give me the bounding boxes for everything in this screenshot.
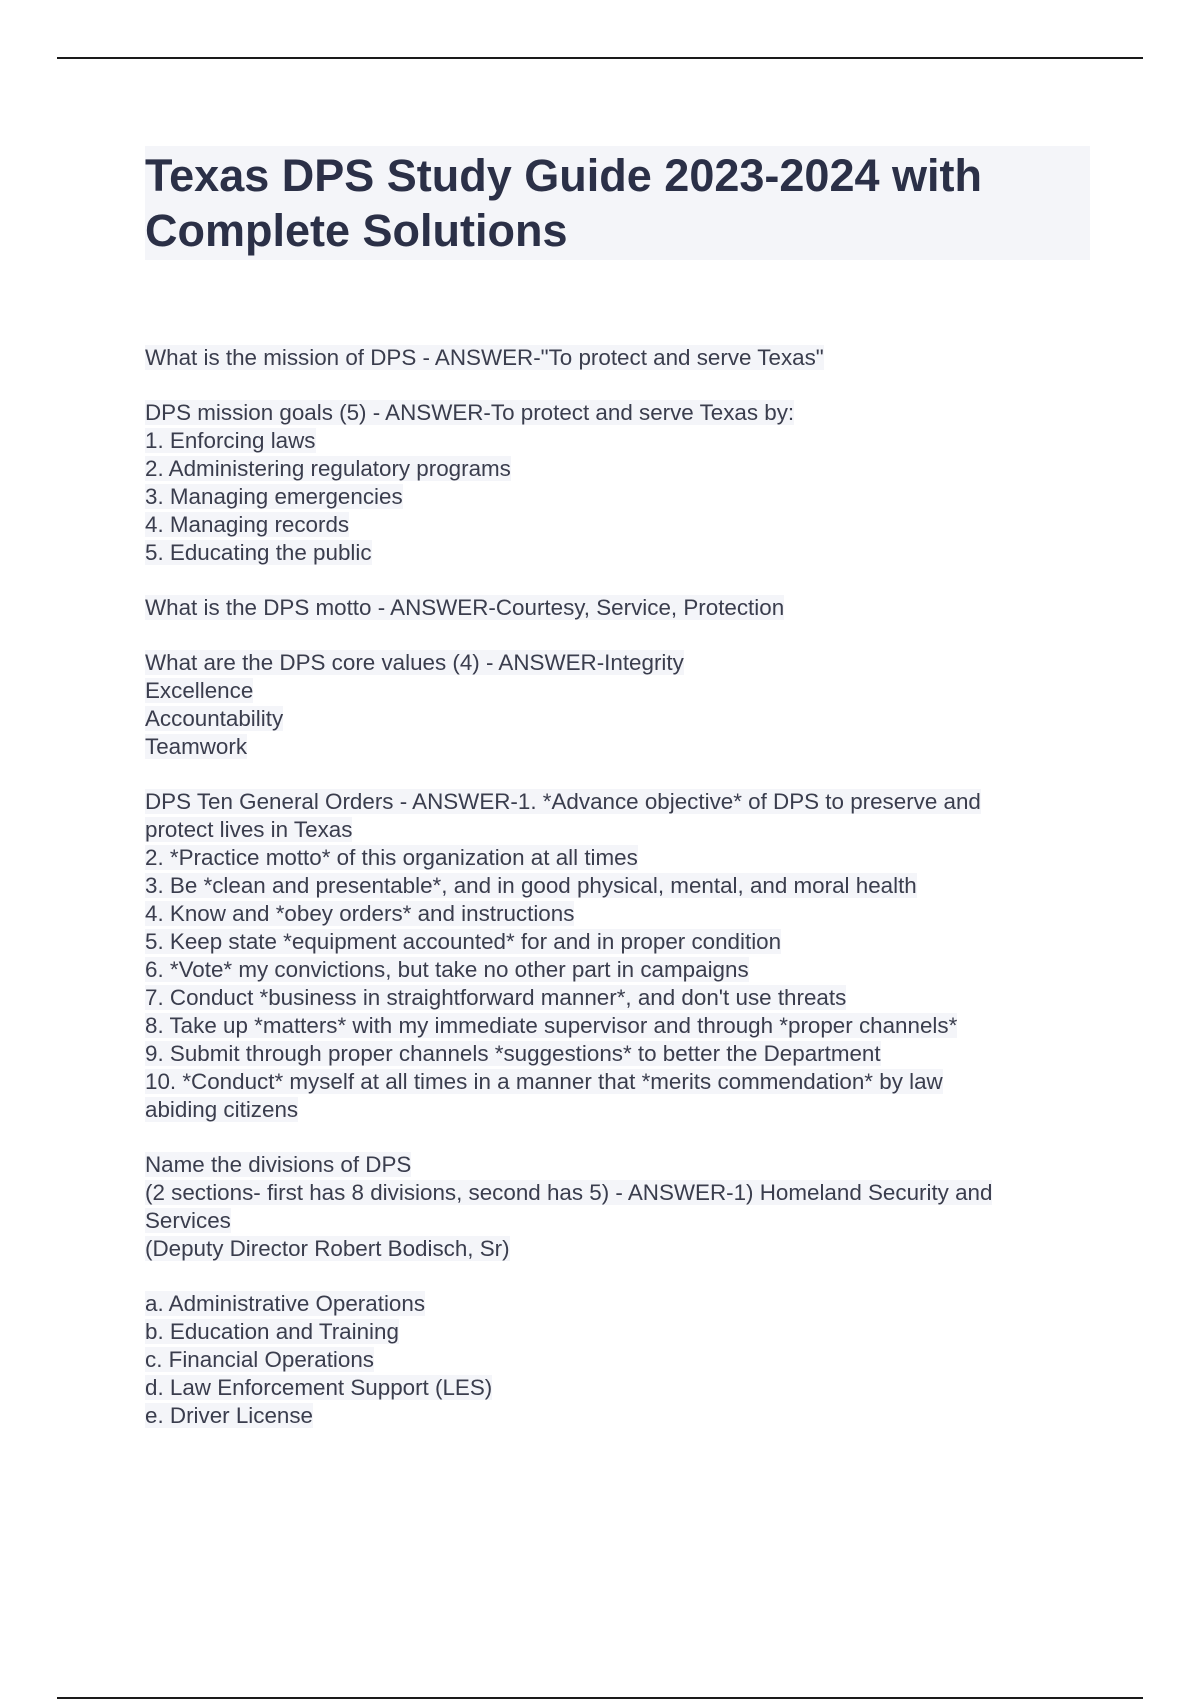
qa-line-text: What is the DPS motto - ANSWER-Courtesy, Service, Protection <box>145 595 785 620</box>
qa-line <box>145 900 1090 928</box>
qa-line <box>145 1179 1090 1207</box>
qa-line <box>145 1151 1090 1179</box>
qa-line <box>145 399 1090 427</box>
qa-line-text: e. Driver License <box>145 1403 313 1428</box>
top-divider <box>57 57 1143 59</box>
document-body <box>145 146 1090 1457</box>
qa-line <box>145 1346 1090 1374</box>
qa-line-text: protect lives in Texas <box>145 817 353 842</box>
qa-line <box>145 539 1090 567</box>
qa-line-text: 5. Keep state *equipment accounted* for and in proper condition <box>145 929 782 954</box>
qa-line-text: (Deputy Director Robert Bodisch, Sr) <box>145 1236 510 1261</box>
qa-line-text: Services <box>145 1208 231 1233</box>
qa-line-text: 4. Know and *obey orders* and instructions <box>145 901 575 926</box>
qa-line-text: Teamwork <box>145 734 248 759</box>
qa-line <box>145 649 1090 677</box>
qa-line <box>145 872 1090 900</box>
qa-line-text: DPS mission goals (5) - ANSWER-To protect and serve Texas by: <box>145 400 795 425</box>
qa-line-text: 4. Managing records <box>145 512 350 537</box>
qa-block <box>145 1290 1090 1430</box>
qa-line-text: What are the DPS core values (4) - ANSWER-Integrity <box>145 650 684 675</box>
qa-line <box>145 511 1090 539</box>
qa-block <box>145 399 1090 567</box>
qa-block <box>145 344 1090 372</box>
qa-line-text: 10. *Conduct* myself at all times in a manner that *merits commendation* by law <box>145 1069 943 1094</box>
qa-line-text: Name the divisions of DPS <box>145 1152 412 1177</box>
qa-line-text: 8. Take up *matters* with my immediate supervisor and through *proper channels* <box>145 1013 958 1038</box>
qa-line <box>145 1068 1090 1096</box>
qa-line <box>145 1374 1090 1402</box>
qa-line-text: 5. Educating the public <box>145 540 372 565</box>
qa-line <box>145 956 1090 984</box>
qa-line-text: b. Education and Training <box>145 1319 399 1344</box>
qa-line <box>145 1318 1090 1346</box>
qa-line-text: 1. Enforcing laws <box>145 428 316 453</box>
qa-line <box>145 788 1090 816</box>
qa-line-text: 9. Submit through proper channels *suggestions* to better the Department <box>145 1041 881 1066</box>
qa-line-text: 2. *Practice motto* of this organization at all times <box>145 845 638 870</box>
qa-block <box>145 1151 1090 1263</box>
qa-line-text: 3. Managing emergencies <box>145 484 403 509</box>
qa-block <box>145 594 1090 622</box>
document-title: Texas DPS Study Guide 2023-2024 with Complete Solutions <box>145 146 1090 260</box>
qa-line <box>145 844 1090 872</box>
qa-block <box>145 788 1090 1124</box>
qa-line-text: Accountability <box>145 706 284 731</box>
qa-line-text: Excellence <box>145 678 254 703</box>
qa-line-text: (2 sections- first has 8 divisions, second has 5) - ANSWER-1) Homeland Security and <box>145 1180 993 1205</box>
qa-line-text: d. Law Enforcement Support (LES) <box>145 1375 493 1400</box>
qa-line <box>145 483 1090 511</box>
qa-line <box>145 594 1090 622</box>
qa-line <box>145 1012 1090 1040</box>
qa-line-text: 7. Conduct *business in straightforward manner*, and don't use threats <box>145 985 847 1010</box>
qa-line <box>145 344 1090 372</box>
qa-line-text: a. Administrative Operations <box>145 1291 426 1316</box>
qa-line <box>145 733 1090 761</box>
qa-line <box>145 1207 1090 1235</box>
qa-line <box>145 705 1090 733</box>
qa-line-text: 3. Be *clean and presentable*, and in good physical, mental, and moral health <box>145 873 917 898</box>
qa-line <box>145 427 1090 455</box>
qa-line-text: c. Financial Operations <box>145 1347 374 1372</box>
qa-line-text: 2. Administering regulatory programs <box>145 456 511 481</box>
qa-line <box>145 1402 1090 1430</box>
qa-line <box>145 928 1090 956</box>
bottom-divider <box>57 1697 1143 1699</box>
qa-line <box>145 1040 1090 1068</box>
qa-line-text: 6. *Vote* my convictions, but take no other part in campaigns <box>145 957 749 982</box>
qa-line <box>145 984 1090 1012</box>
qa-line <box>145 816 1090 844</box>
qa-line-text: What is the mission of DPS - ANSWER-"To protect and serve Texas" <box>145 345 824 370</box>
qa-line <box>145 1096 1090 1124</box>
qa-block <box>145 649 1090 761</box>
qa-line-text: DPS Ten General Orders - ANSWER-1. *Advance objective* of DPS to preserve and <box>145 789 981 814</box>
qa-line <box>145 455 1090 483</box>
qa-line <box>145 1235 1090 1263</box>
qa-line <box>145 1290 1090 1318</box>
qa-line <box>145 677 1090 705</box>
qa-list <box>145 344 1090 1430</box>
qa-line-text: abiding citizens <box>145 1097 299 1122</box>
